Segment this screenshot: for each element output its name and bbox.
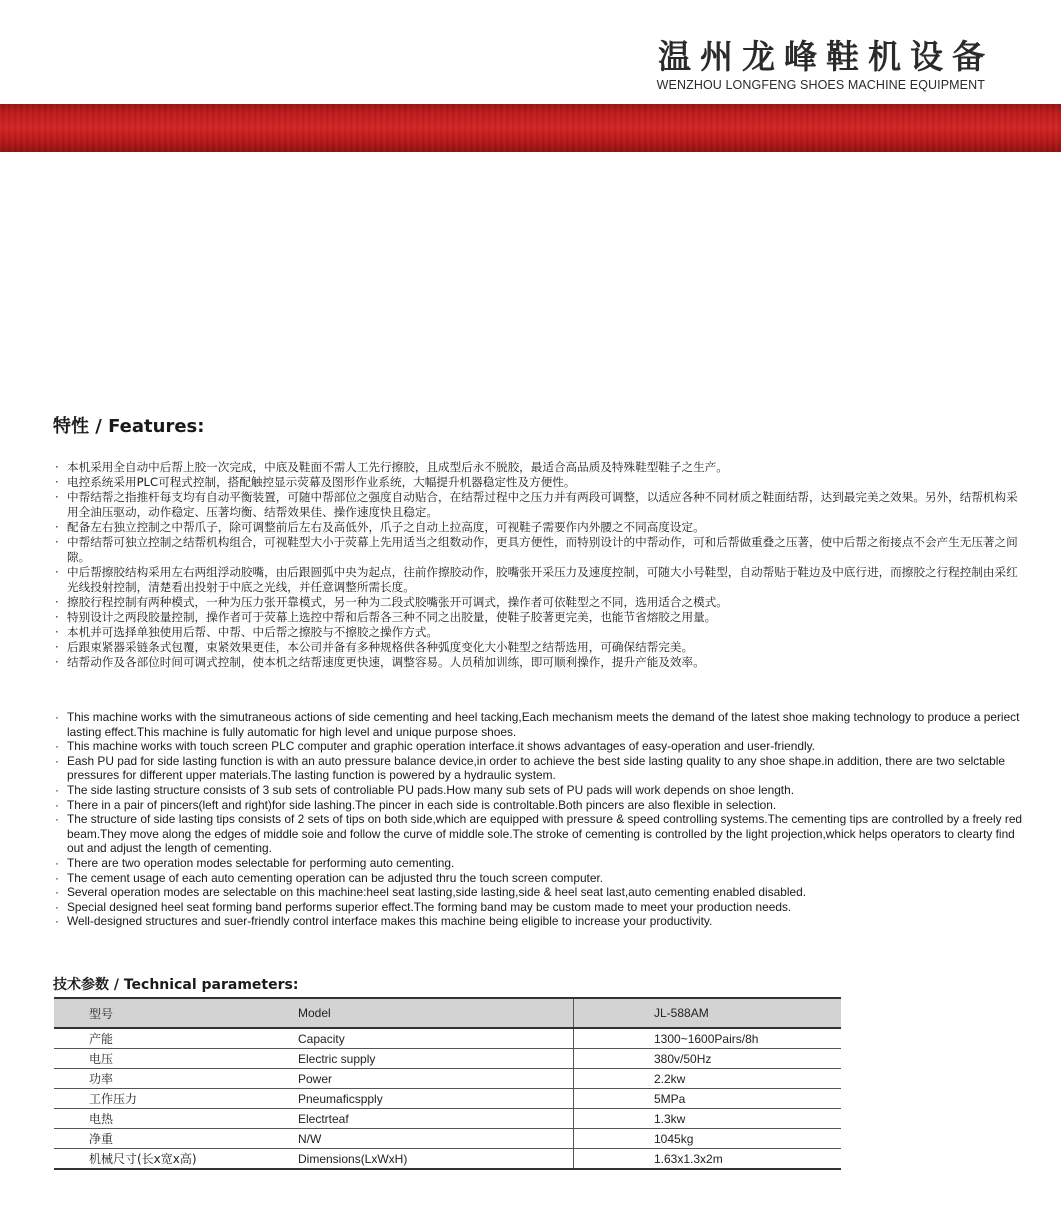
table-cell: 5MPa (574, 1089, 842, 1109)
list-item: · This machine works with the simutraneous actions of side cementing and heel tacking,Each mechanism meets the demand of the latest shoe making technology to produce a periect lasting effect.This machine is fully automatic for high level and unique purpose shoes. (55, 710, 1025, 739)
list-item: · Special designed heel seat forming band performs superior effect.The forming band may be custom made to meet your production needs. (55, 900, 1025, 915)
list-item: · Well-designed structures and suer-friendly control interface makes this machine being eligible to increase your productivity. (55, 914, 1025, 929)
list-item: · 中帮结帮可独立控制之结帮机构组合，可视鞋型大小于荧幕上先用适当之组数动作，更具方便性，而特别设计的中帮动作，可和后帮做重叠之压著，使中后帮之衔接点不会产生无压著之间隙。 (55, 535, 1025, 565)
company-brand (656, 37, 994, 92)
table-cell: 机械尺寸(长x宽x高) (54, 1149, 298, 1170)
list-item: · 配备左右独立控制之中帮爪子，除可调整前后左右及高低外，爪子之自动上拉高度，可视鞋子需要作内外腰之不同高度设定。 (55, 520, 1025, 535)
table-header-cell: Model (298, 998, 574, 1028)
table-cell: N/W (298, 1129, 574, 1149)
list-item: · The side lasting structure consists of 3 sub sets of controliable PU pads.How many sub sets of PU pads will work depends on shoe length. (55, 783, 1025, 798)
table-cell: 功率 (54, 1069, 298, 1089)
table-header-cell: 型号 (54, 998, 298, 1028)
table-cell: 380v/50Hz (574, 1049, 842, 1069)
list-item: · 结帮动作及各部位时间可调式控制，使本机之结帮速度更快速，调整容易。人员稍加训练，即可顺利操作，提升产能及效率。 (55, 655, 1025, 670)
features-title: 特性 / Features: (53, 416, 205, 437)
table-row (54, 1089, 841, 1109)
table-row (54, 1109, 841, 1129)
table-row (54, 1049, 841, 1069)
table-cell: 产能 (54, 1028, 298, 1049)
list-item: · The structure of side lasting tips consists of 2 sets of tips on both side,which are equipped with pressure & speed controlling systems.The cementing tips are controlled by a freely red beam.They move along the edges of middle soie and follow the curve of middle sole.The stroke of cementing is controlled by the light projection,whick helps operators to clearty find out and adjust the length of cementing. (55, 812, 1025, 856)
table-cell: 1.63x1.3x2m (574, 1149, 842, 1170)
list-item: · There are two operation modes selectable for performing auto cementing. (55, 856, 1025, 871)
list-item: · Eash PU pad for side lasting function is with an auto pressure balance device,in order to achieve the best side lasting quality to any shoe shape.in addition, there are two selctable pressures for different upper materials.The lasting function is powered by a hydraulic system. (55, 754, 1025, 783)
list-item: · 本机并可选择单独使用后帮、中帮、中后帮之擦胶与不擦胶之操作方式。 (55, 625, 1025, 640)
table-cell: 2.2kw (574, 1069, 842, 1089)
table-cell: Electric supply (298, 1049, 574, 1069)
table-cell: Power (298, 1069, 574, 1089)
list-item: · There in a pair of pincers(left and right)for side lashing.The pincer in each side is controltable.Both pincers are also flexible in selection. (55, 798, 1025, 813)
list-item: · The cement usage of each auto cementing operation can be adjusted thru the touch screen computer. (55, 871, 1025, 886)
table-row (54, 1028, 841, 1049)
table-cell: 1045kg (574, 1129, 842, 1149)
table-cell: 净重 (54, 1129, 298, 1149)
company-name-cn: 温州龙峰鞋机设备 (658, 37, 994, 76)
company-name-en: WENZHOU LONGFENG SHOES MACHINE EQUIPMENT (656, 78, 985, 92)
table-row (54, 1149, 841, 1170)
list-item: · 中帮结帮之指推杆每支均有自动平衡装置，可随中帮部位之强度自动贴合，在结帮过程中之压力并有两段可调整，以适应各种不同材质之鞋面结帮，达到最完美之效果。另外，结帮机构采用全油压驱动，动作稳定、压著均衡、结帮效果佳、操作速度快且稳定。 (55, 490, 1025, 520)
table-cell: 电压 (54, 1049, 298, 1069)
table-cell: 1.3kw (574, 1109, 842, 1129)
table-header-cell: JL-588AM (574, 998, 842, 1028)
list-item: · Several operation modes are selectable on this machine:heel seat lasting,side lasting,side & heel seat last,auto cementing enabled disabled. (55, 885, 1025, 900)
list-item: · 电控系统采用PLC可程式控制，搭配触控显示荧幕及图形作业系统，大幅提升机器稳定性及方便性。 (55, 475, 1025, 490)
list-item: · 后跟束紧器采链条式包覆，束紧效果更佳，本公司并备有多种规格供各种弧度变化大小鞋型之结帮选用，可确保结帮完美。 (55, 640, 1025, 655)
table-cell: Dimensions(LxWxH) (298, 1149, 574, 1170)
list-item: · 中后帮擦胶结构采用左右两组浮动胶嘴，由后跟圆弧中央为起点，往前作擦胶动作，胶嘴张开采压力及速度控制，可随大小号鞋型，自动帮贴于鞋边及中底行进，而擦胶之行程控制由采红光线投射控制，清楚看出投射于中底之光线，并任意调整所需长度。 (55, 565, 1025, 595)
list-item: · This machine works with touch screen PLC computer and graphic operation interface.it shows advantages of easy-operation and user-friendly. (55, 739, 1025, 754)
list-item: · 擦胶行程控制有两种模式，一种为压力张开靠模式，另一种为二段式胶嘴张开可调式，操作者可依鞋型之不同，选用适合之模式。 (55, 595, 1025, 610)
list-item: · 特别设计之两段胶量控制，操作者可于荧幕上选控中帮和后帮各三种不同之出胶量，使鞋子胶著更完美，也能节省熔胶之用量。 (55, 610, 1025, 625)
list-item: · 本机采用全自动中后帮上胶一次完成，中底及鞋面不需人工先行擦胶，且成型后永不脱胶，最适合高品质及特殊鞋型鞋子之生产。 (55, 460, 1025, 475)
table-row (54, 1129, 841, 1149)
table-cell: 1300~1600Pairs/8h (574, 1028, 842, 1049)
table-header-row (54, 998, 841, 1028)
red-header-band (0, 104, 1061, 152)
features-list-en (55, 710, 1025, 929)
table-row (54, 1069, 841, 1089)
technical-parameters-title: 技术参数 / Technical parameters: (53, 977, 299, 993)
technical-parameters-table (54, 997, 841, 1170)
table-cell: Electrteaf (298, 1109, 574, 1129)
table-cell: Capacity (298, 1028, 574, 1049)
table-cell: 工作压力 (54, 1089, 298, 1109)
table-cell: Pneumaficspply (298, 1089, 574, 1109)
table-cell: 电热 (54, 1109, 298, 1129)
features-list-cn (55, 460, 1025, 670)
